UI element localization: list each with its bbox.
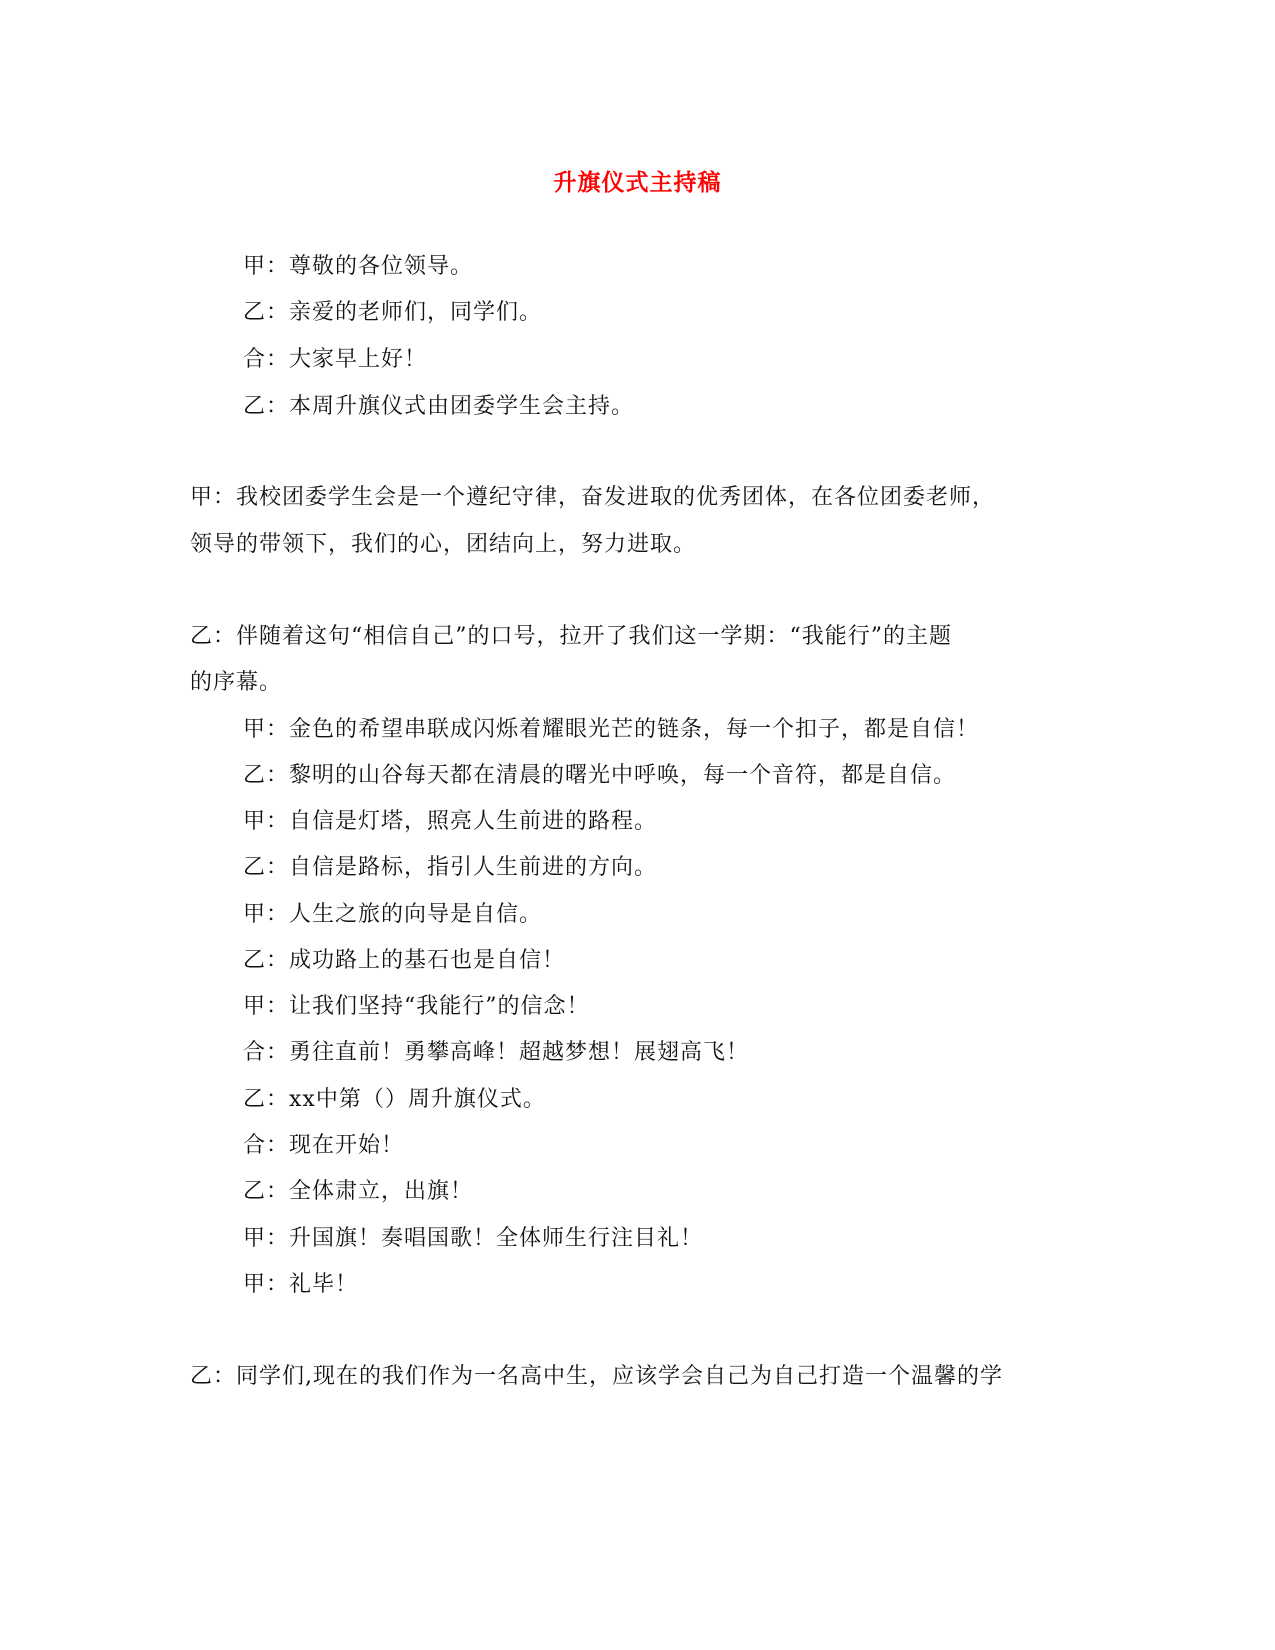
script-line: 甲：我校团委学生会是一个遵纪守律，奋发进取的优秀团体，在各位团委老师， <box>190 485 996 510</box>
script-line: 甲：让我们坚持“我能行”的信念！ <box>243 994 590 1019</box>
script-line: 乙：亲爱的老师们，同学们。 <box>243 300 543 325</box>
script-line: 乙：全体肃立，出旗！ <box>243 1179 474 1204</box>
script-line: 的序幕。 <box>190 670 283 695</box>
script-line: 合：勇往直前！勇攀高峰！超越梦想！展翅高飞！ <box>243 1040 750 1065</box>
script-line: 甲：人生之旅的向导是自信。 <box>243 902 543 927</box>
script-line: 甲：礼毕！ <box>243 1272 359 1297</box>
script-line: 甲：金色的希望串联成闪烁着耀眼光芒的链条，每一个扣子，都是自信！ <box>243 717 980 742</box>
script-line: 甲：自信是灯塔，照亮人生前进的路程。 <box>243 809 658 834</box>
script-line: 乙：同学们,现在的我们作为一名高中生，应该学会自己为自己打造一个温馨的学 <box>190 1364 1003 1389</box>
document-title: 升旗仪式主持稿 <box>553 169 722 196</box>
script-line: 领导的带领下，我们的心，团结向上，努力进取。 <box>190 532 697 557</box>
script-line: 甲：升国旗！奏唱国歌！全体师生行注目礼！ <box>243 1226 704 1251</box>
script-line: 乙：成功路上的基石也是自信！ <box>243 948 566 973</box>
script-line: 乙：黎明的山谷每天都在清晨的曙光中呼唤，每一个音符，都是自信。 <box>243 763 957 788</box>
script-line: 乙：本周升旗仪式由团委学生会主持。 <box>243 394 635 419</box>
script-line: 合：现在开始！ <box>243 1133 405 1158</box>
script-line: 乙：xx中第（）周升旗仪式。 <box>243 1087 546 1112</box>
script-line: 甲：尊敬的各位领导。 <box>243 254 474 279</box>
script-line: 乙：自信是路标，指引人生前进的方向。 <box>243 855 658 880</box>
script-line: 乙：伴随着这句“相信自己”的口号，拉开了我们这一学期：“我能行”的主题 <box>190 624 952 649</box>
script-line: 合：大家早上好！ <box>243 347 428 372</box>
